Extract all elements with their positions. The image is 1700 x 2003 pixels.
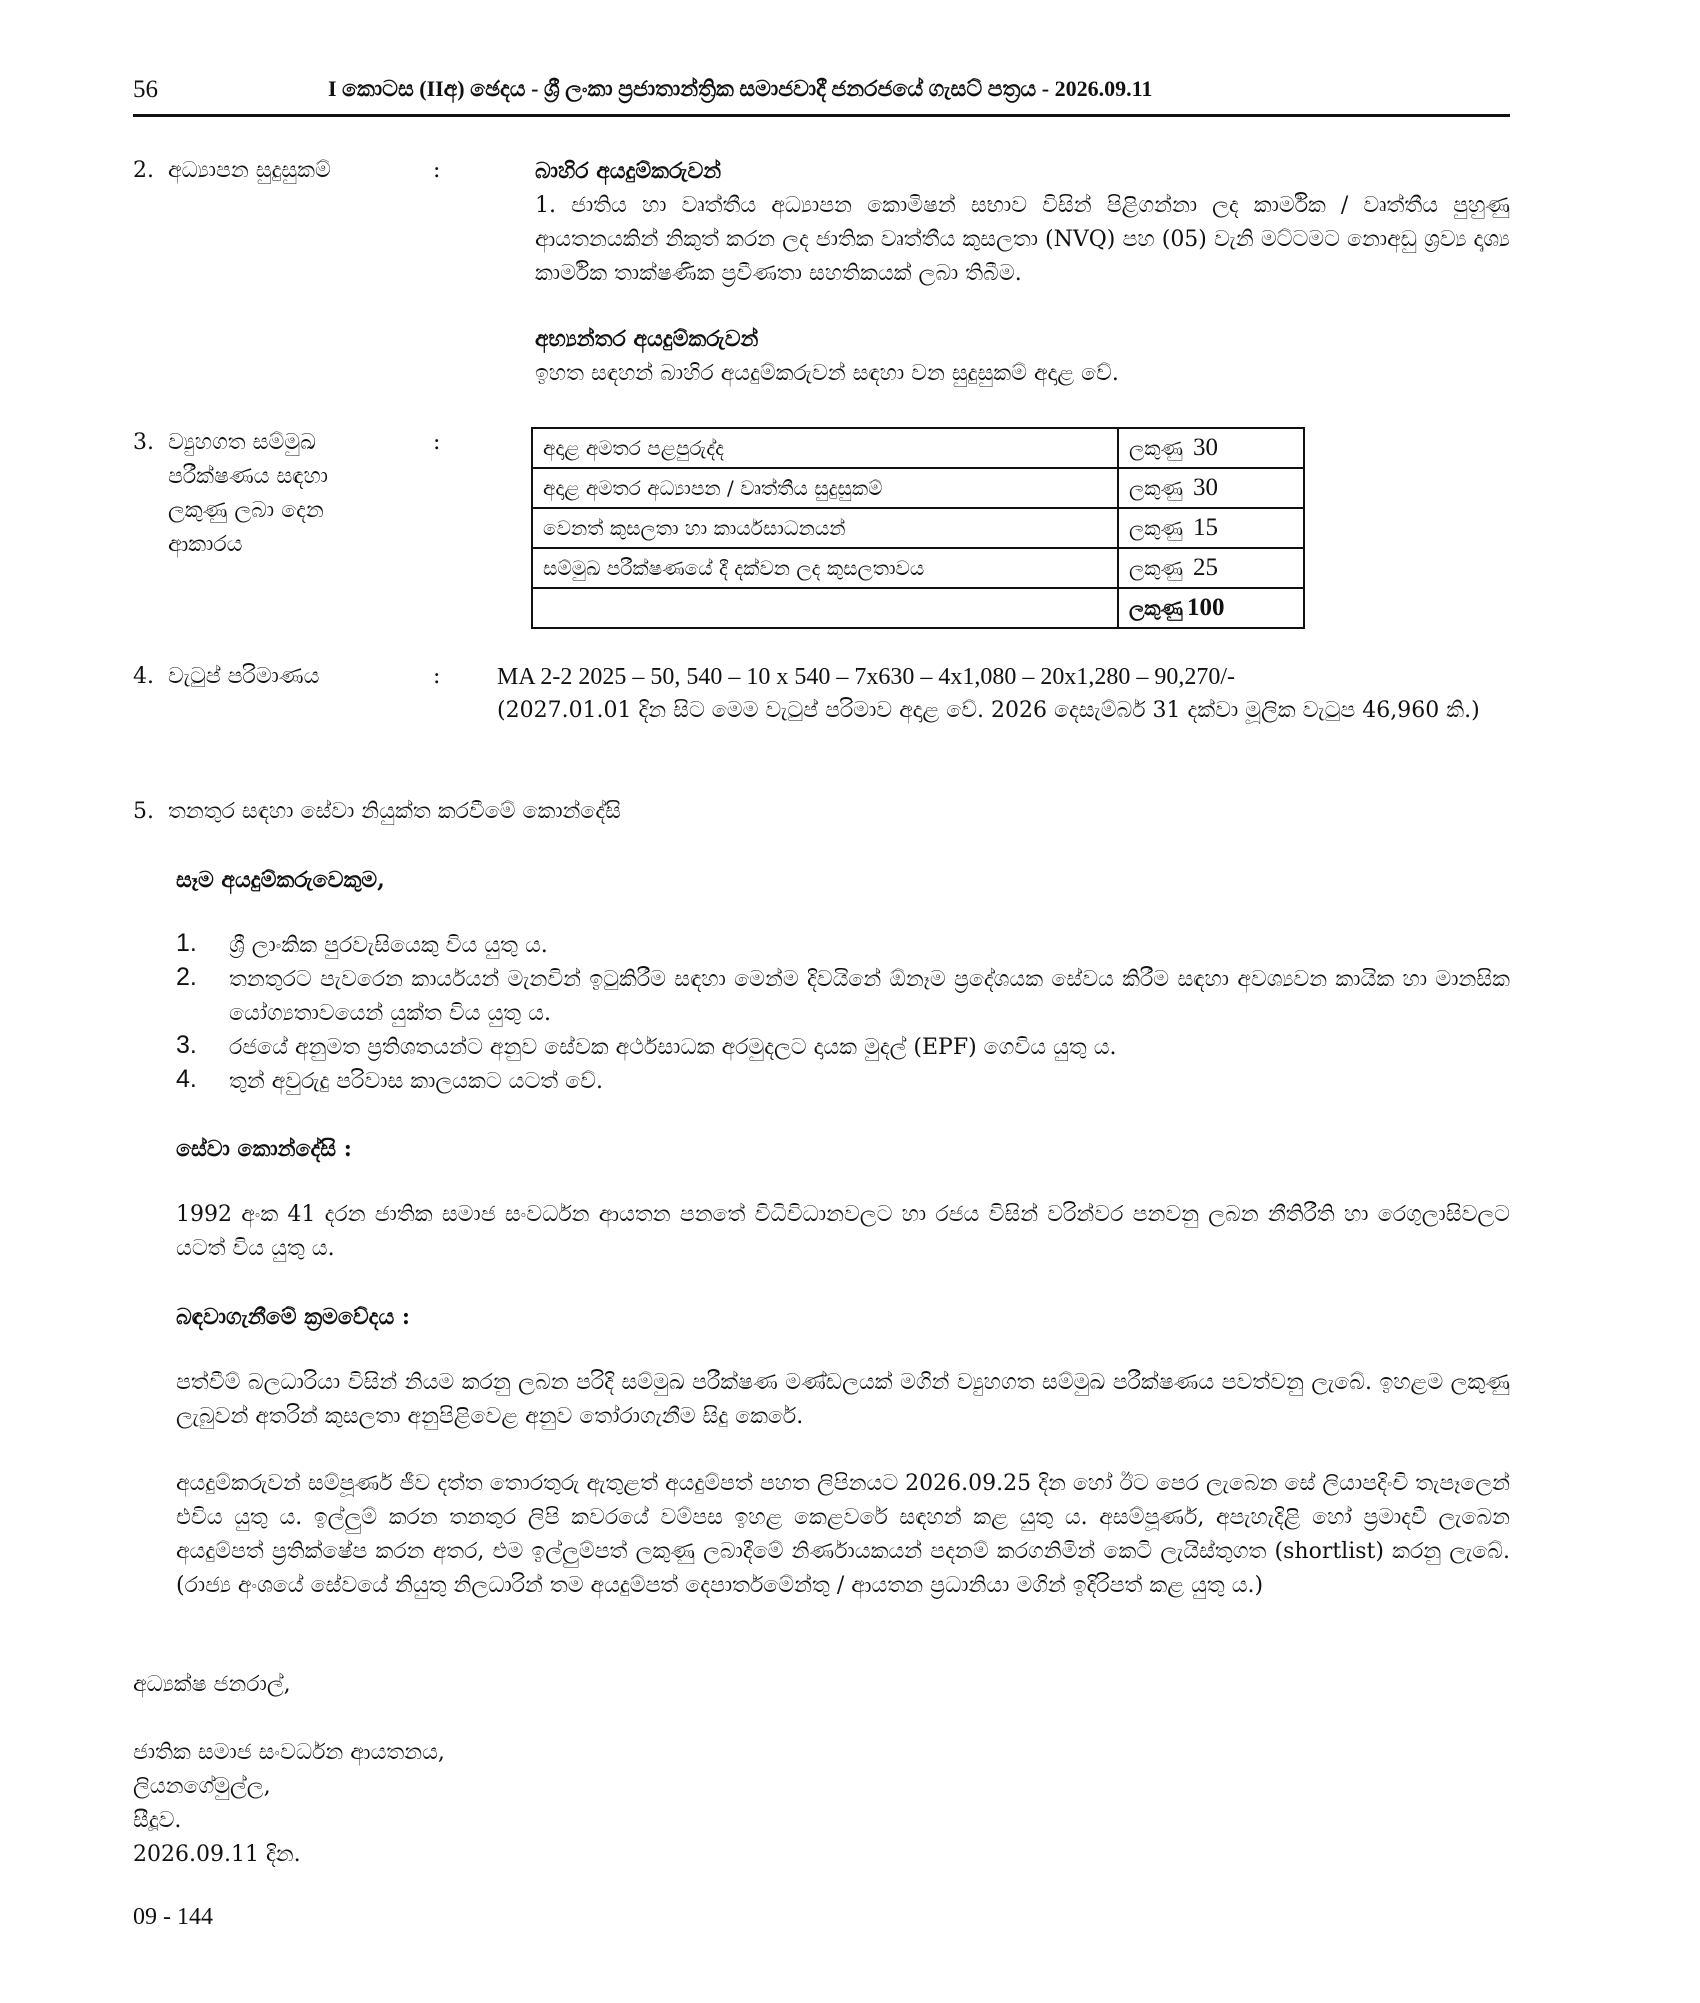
- every-applicant-heading: සෑම අයදුම්කරුවෙකුම,: [176, 867, 385, 893]
- marks-cell: [1118, 548, 1304, 588]
- marks-item: සම්මුඛ පරීක්ෂණයේ දී දක්වන ලද කුසලතාවය: [532, 548, 1118, 588]
- section5-number: 5.: [133, 799, 154, 824]
- marks-word: ලකුණු: [1129, 476, 1183, 500]
- section3-colon: :: [433, 430, 441, 455]
- section3-label-line4: ආකාරය: [168, 532, 243, 557]
- application-instructions-text: අයදුම්කරුවන් සම්පූර්ණ ජීව දත්ත තොරතුරු ඇතුළත් අයදුම්පත් පහත ලිපිනයට 2026.09.25 දින හෝ ඊට පෙර ලැබෙන සේ ලියාපදිංචි තැපෑලෙන් එවිය යුතු ය. ඉල්ලුම් කරන තනතුර ලිපි කවරයේ වම්පස ඉහළ කෙළවරේ සඳහන් කළ යුතු ය. අසම්පූර්ණ, අපැහැදිළි හෝ ප්‍රමාදවී ලැබෙන අයදුම්පත් ප්‍රතික්ෂේප කරන අතර, එම ඉල්ලුම්පත් ලකුණු ලබාදීමේ නිර්ණායකයන් පදනම් කරගනිමින් කෙටි ලැයිස්තුගත (shortlist) කරනු ලැබේ. (රාජ්‍ය අංශයේ සේවයේ නියුතු නිලධාරින් තම අයදුම්පත් දෙපාර්තමේන්තු / ආයතන ප්‍රධානියා මගින් ඉදිරිපත් කළ යුතු ය.): [176, 1471, 1510, 1598]
- section4-label: වැටුප් පරිමාණය: [168, 664, 320, 689]
- section2-number: 2.: [133, 158, 154, 183]
- marks-value: 30: [1192, 474, 1218, 501]
- service-conditions-heading: සේවා කොන්දේසි :: [176, 1136, 352, 1162]
- marks-value: 15: [1192, 514, 1218, 541]
- gazette-header-title: I කොටස (IIඅ) ඡෙදය - ශ්‍රී ලංකා ප්‍රජාතාන්ත්‍රික සමාජවාදී ජනරජයේ ගැසට් පත්‍රය - 2026.09.11: [328, 76, 1153, 101]
- marks-item: අදාළ අමතර පළපුරුද්ද: [532, 428, 1118, 468]
- external-applicants-text: 1. ජාතිය හා වෘත්තීය අධ්‍යාපන කොමිෂන් සභාව විසින් පිළිගන්නා ලද කාර්මික / වෘත්තීය පුහුණු ආයතනයකින් නිකුත් කරන ලද ජාතික වෘත්තීය කුසලතා (NVQ) පහ (05) වැනි මට්ටමට නොඅඩු ශ්‍රව්‍ය දෘශ්‍ය කාර්මික තාක්ෂණික ප්‍රවීණතා සහතිකයක් ලබා තිබීම.: [535, 193, 1510, 286]
- service-conditions-text: 1992 අංක 41 දරන ජාතික සමාජ සංවර්ධන ආයතන පනතේ විධිවිධානවලට හා රජය විසින් වරින්වර පනවනු ලබන නීතිරීති හා රෙගුලාසිවලට යටත් විය යුතු ය.: [176, 1202, 1510, 1261]
- page-number: 56: [133, 76, 158, 103]
- section3-number: 3.: [133, 430, 154, 455]
- list-item: තනතුරට පැවරෙන කාර්යයන් මැනවින් ඉටුකිරීම සඳහා මෙන්ම දිවයිනේ ඕනෑම ප්‍රදේශයක සේවය කිරීම සඳහා අවශ්‍යවන කායික හා මානසික යෝග්‍යතාවයෙන් යුක්ත විය යුතු ය.: [229, 967, 1510, 1026]
- section3-label-line3: ලකුණු ලබා දෙන: [168, 498, 324, 523]
- internal-applicants-text: ඉහත සඳහන් බාහිර අයදුම්කරුවන් සඳහා වන සුදුසුකම් අදාළ වේ.: [535, 361, 1119, 386]
- internal-applicants-heading: අභ්‍යන්තර අයදුම්කරුවන්: [535, 326, 759, 352]
- salary-scale: MA 2-2 2025 – 50, 540 – 10 x 540 – 7x630 – 4x1,080 – 20x1,280 – 90,270/-: [497, 664, 1235, 690]
- section2-colon: :: [433, 158, 441, 183]
- external-applicants-heading: බාහිර අයදුම්කරුවන්: [535, 158, 722, 184]
- marks-cell: [1118, 468, 1304, 508]
- table-total-row: [532, 588, 1304, 628]
- total-cell: [1118, 588, 1304, 628]
- table-row: [532, 428, 1304, 468]
- list-number: 4.: [176, 1065, 197, 1093]
- marks-word: ලකුණු: [1129, 516, 1183, 540]
- recruitment-method-heading: බඳවාගැනීමේ ක්‍රමවේදය :: [176, 1304, 411, 1330]
- header-rule: [133, 114, 1510, 117]
- list-number: 3.: [176, 1031, 197, 1059]
- signatory-title: අධ්‍යක්ෂ ජනරාල්,: [133, 1672, 291, 1697]
- recruitment-method-text: පත්වීම් බලධාරියා විසින් නියම කරනු ලබන පරිදි සම්මුඛ පරීක්ෂණ මණ්ඩලයක් මගින් ව්‍යුහගත සම්මුඛ පරීක්ෂණය පවත්වනු ලැබේ. ඉහළම ලකුණු ලැබුවන් අතරින් කුසලතා අනුපිළිවෙළ අනුව තෝරාගැනීම සිදු කෙරේ.: [176, 1370, 1510, 1429]
- section4-number: 4.: [133, 664, 154, 689]
- marks-word: ලකුණු: [1129, 436, 1183, 460]
- list-item: ශ්‍රී ලාංකික පුරවැසියෙකු විය යුතු ය.: [229, 933, 548, 958]
- marks-table: [531, 427, 1305, 629]
- empty-cell: [532, 588, 1118, 628]
- signatory-place-line2: සීදූව.: [133, 1808, 182, 1833]
- marks-value: 30: [1192, 434, 1218, 461]
- salary-note: (2027.01.01 දින සිට මෙම වැටුප් පරිමාව අදාළ වේ. 2026 දෙසැම්බර් 31 දක්වා මූලික වැටුප 46,960 කි.): [497, 698, 1480, 723]
- marks-item: අදාළ අමතර අධ්‍යාපන / වෘත්තීය සුදුසුකම්: [532, 468, 1118, 508]
- list-number: 2.: [176, 963, 197, 991]
- table-row: [532, 468, 1304, 508]
- marks-cell: [1118, 508, 1304, 548]
- marks-value: 25: [1192, 554, 1218, 581]
- list-item: තුන් අවුරුදු පරිවාස කාලයකට යටත් වේ.: [229, 1069, 603, 1094]
- table-row: [532, 548, 1304, 588]
- section2-label: අධ්‍යාපන සුදුසුකම්: [168, 158, 331, 183]
- list-number: 1.: [176, 929, 197, 957]
- marks-word: ලකුණු: [1129, 556, 1183, 580]
- section3-label-line2: පරීක්ෂණය සඳහා: [168, 464, 329, 489]
- section5-title: තනතුර සඳහා සේවා නියුක්ත කරවීමේ කොන්දේසි: [168, 799, 621, 824]
- marks-word: ලකුණු: [1129, 596, 1183, 620]
- signatory-place-line1: ලියනගේමුල්ල,: [133, 1774, 271, 1799]
- total-marks-value: 100: [1186, 594, 1225, 621]
- signatory-organization: ජාතික සමාජ සංවර්ධන ආයතනය,: [133, 1740, 445, 1765]
- table-row: [532, 508, 1304, 548]
- marks-item: වෙනත් කුසලතා හා කාර්යසාධනයන්: [532, 508, 1118, 548]
- footer-reference: 09 - 144: [133, 1904, 213, 1930]
- section3-label-line1: ව්‍යුහගත සම්මුඛ: [168, 430, 316, 455]
- list-item: රජයේ අනුමත ප්‍රතිශතයන්ට අනුව සේවක අර්ථසාධක අරමුදලට දායක මුදල් (EPF) ගෙවිය යුතු ය.: [229, 1035, 1117, 1060]
- signature-date: 2026.09.11 දින.: [133, 1842, 301, 1867]
- section4-colon: :: [433, 664, 441, 689]
- marks-cell: [1118, 428, 1304, 468]
